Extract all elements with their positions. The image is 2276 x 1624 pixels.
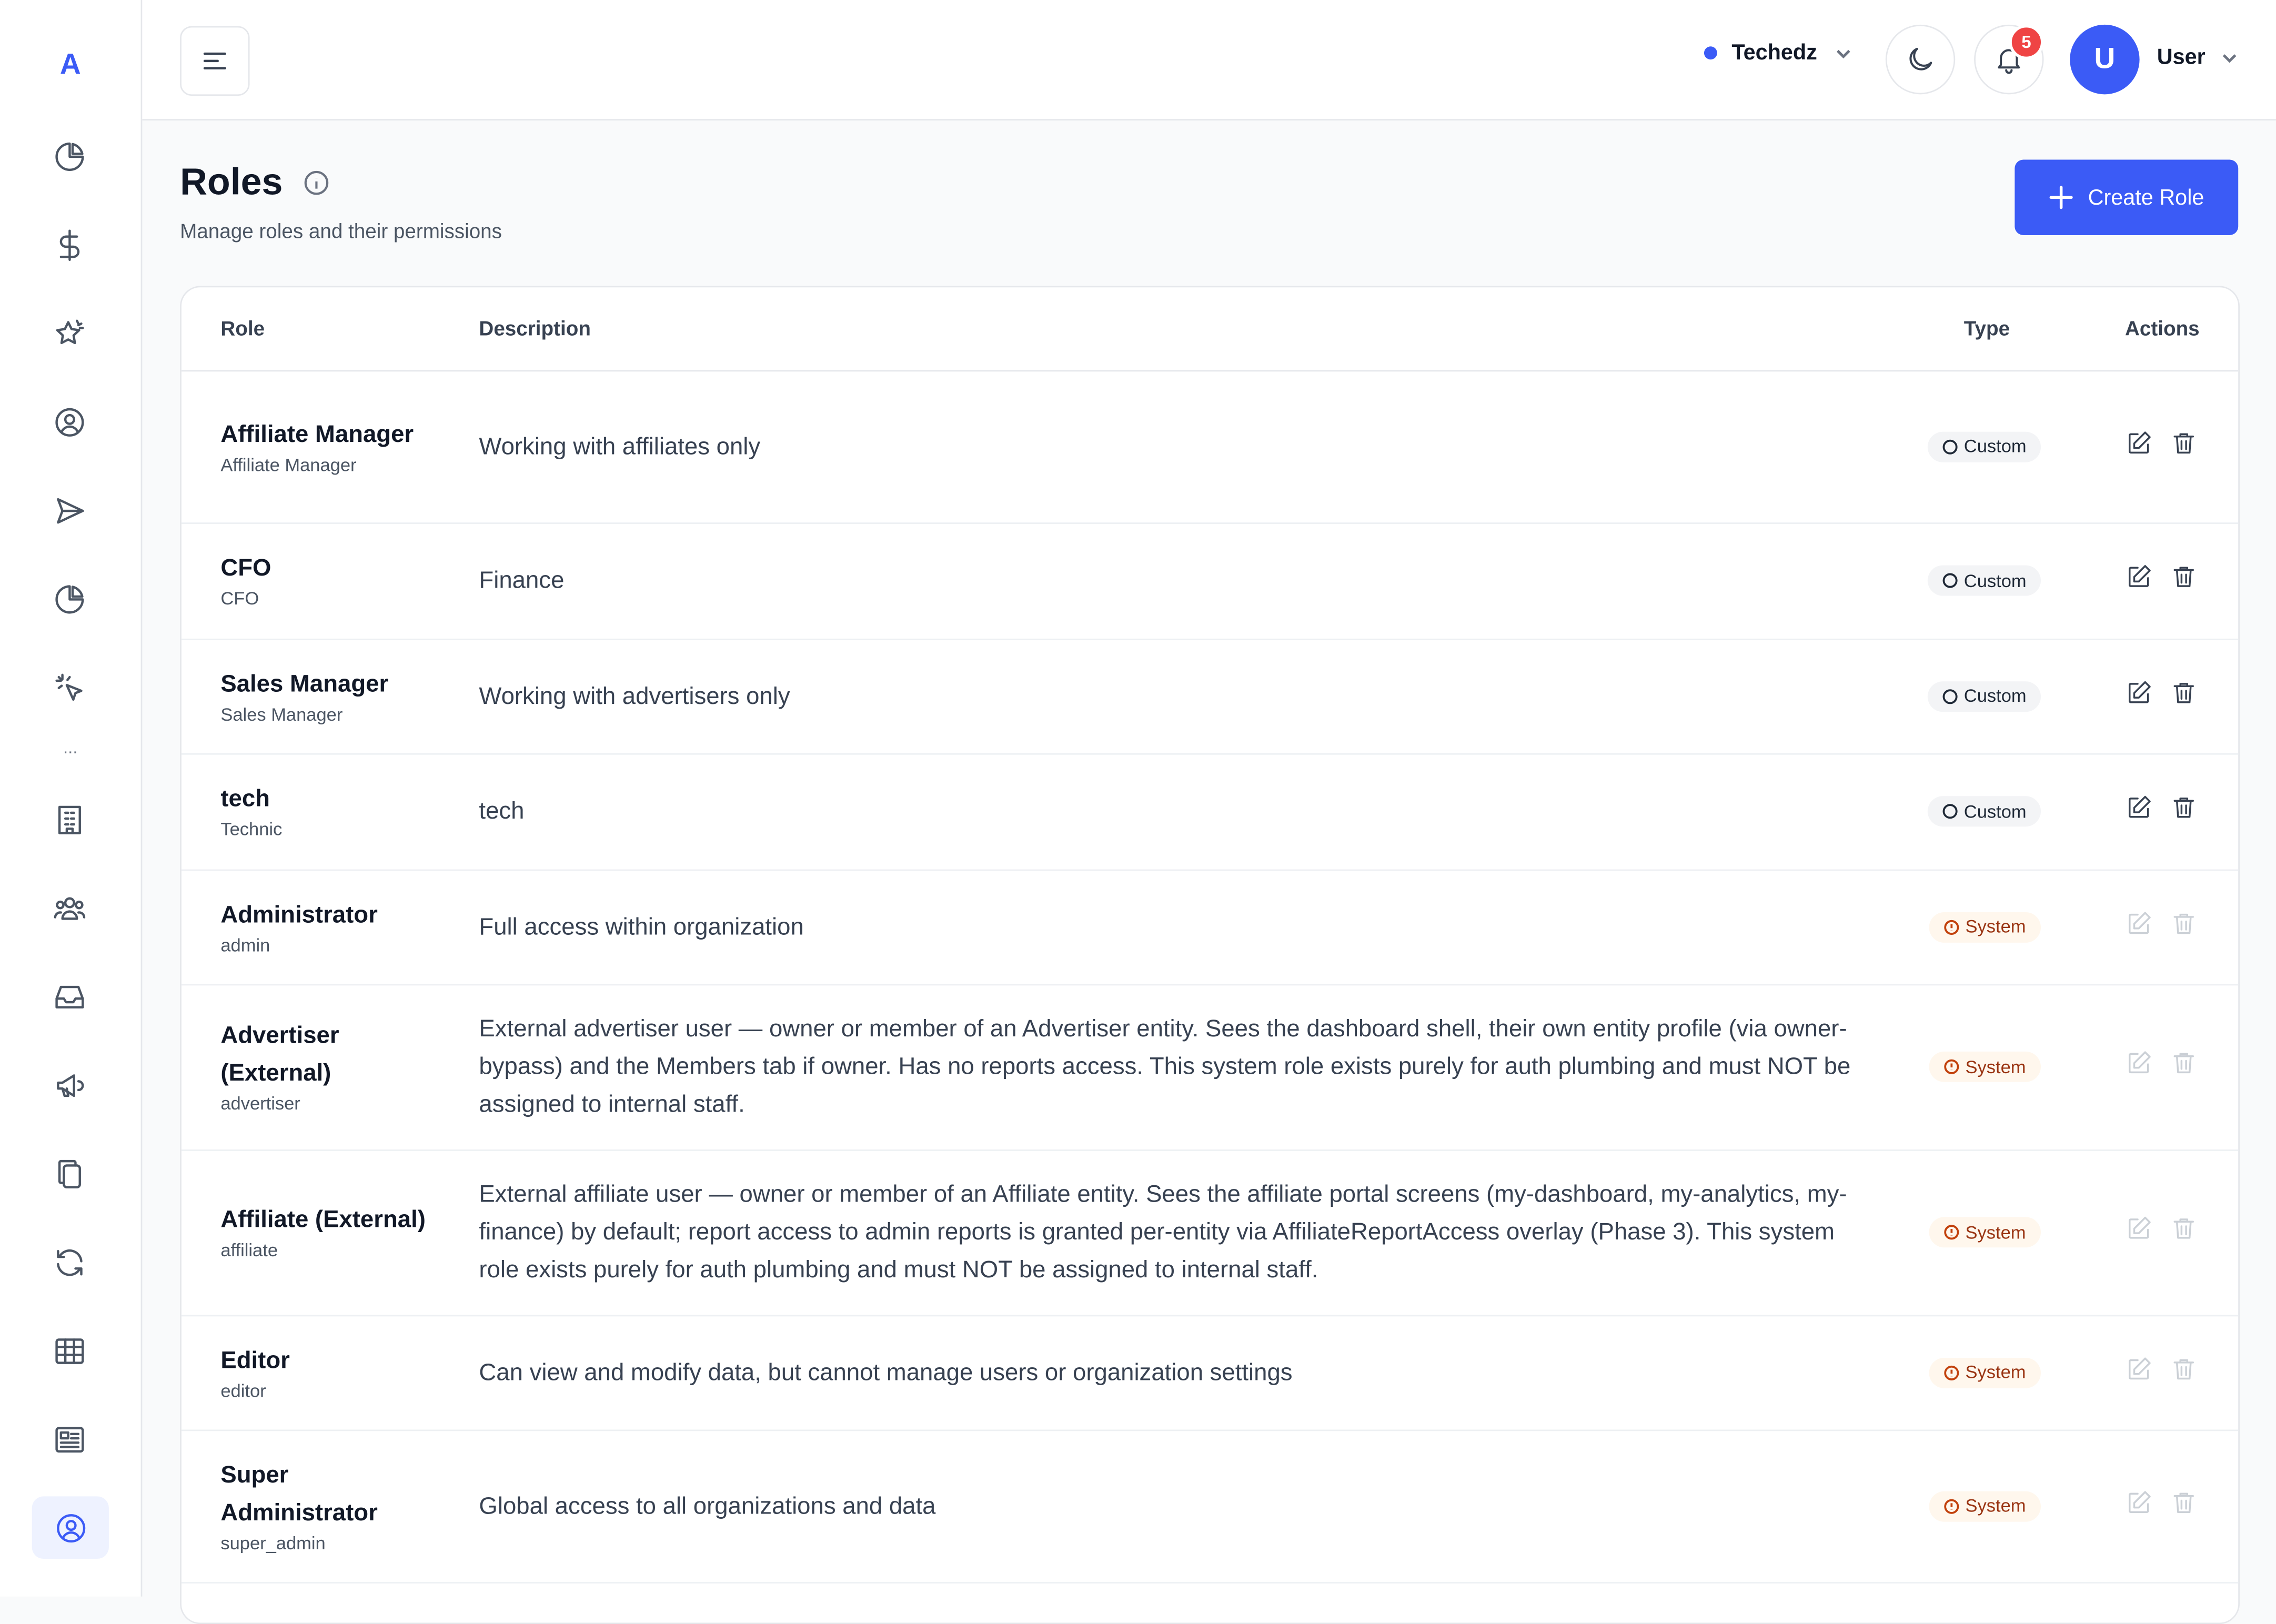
plus-icon	[2049, 184, 2075, 210]
role-slug: advertiser	[220, 1093, 300, 1114]
user-name: User	[2157, 45, 2205, 70]
organization-status-dot	[1704, 46, 1717, 59]
sidebar-item-campaigns[interactable]	[41, 1056, 98, 1114]
user-menu[interactable]	[2157, 45, 2242, 70]
edit-icon	[2125, 1488, 2152, 1516]
copy-icon	[52, 1157, 87, 1192]
trash-icon	[2170, 794, 2198, 821]
trash-icon	[2170, 563, 2198, 590]
newspaper-icon	[52, 1423, 87, 1457]
role-name: Super Administrator	[220, 1461, 378, 1526]
delete-role-button[interactable]	[2170, 679, 2198, 713]
edit-icon	[2125, 679, 2152, 706]
edit-icon	[2125, 1050, 2152, 1077]
type-badge	[1929, 912, 2041, 942]
table-row	[182, 639, 2238, 755]
sidebar-item-organizations[interactable]	[41, 791, 98, 849]
refresh-icon	[52, 1245, 87, 1280]
sidebar-item-clicks[interactable]	[41, 659, 98, 717]
role-slug: CFO	[220, 588, 259, 609]
row-actions	[2125, 909, 2198, 944]
role-slug: Sales Manager	[220, 704, 343, 724]
role-description: External advertiser user — owner or member of an Advertiser entity. Sees the dashboard shell, their own entity profile (via owner-bypass) and the Members tab if owner. Has no reports access. This system role exists purely for auth plumbing and must NOT be assigned to internal staff.	[479, 1016, 1851, 1118]
sidebar-item-finance[interactable]	[41, 216, 98, 274]
role-cell	[220, 1456, 438, 1556]
user-circle-icon	[53, 1510, 88, 1545]
trash-icon	[2170, 1050, 2198, 1077]
sidebar-item-inbox[interactable]	[41, 968, 98, 1026]
inbox-icon	[52, 980, 87, 1014]
role-cell	[220, 415, 438, 478]
type-badge	[1929, 1490, 2041, 1521]
roles-table	[180, 286, 2240, 1624]
page-title-row	[180, 159, 329, 205]
menu-toggle-button[interactable]	[180, 26, 249, 96]
delete-role-button	[2170, 1215, 2198, 1249]
circle-icon	[1942, 803, 1958, 819]
organization-switcher[interactable]	[1704, 41, 1855, 65]
theme-toggle-button[interactable]	[1886, 25, 1955, 94]
alert-circle-icon	[1943, 1498, 1959, 1514]
sidebar-separator: ...	[63, 737, 78, 758]
pie-chart-icon	[52, 139, 87, 174]
pie-chart-icon	[52, 582, 87, 617]
type-badge	[1929, 1357, 2041, 1388]
column-header-description: Description	[479, 316, 591, 340]
cursor-click-icon	[52, 671, 87, 705]
table-header	[182, 287, 2238, 371]
type-label: Custom	[1963, 801, 2027, 822]
sidebar-item-profile[interactable]	[41, 394, 98, 451]
edit-icon	[2125, 563, 2152, 590]
role-description: Can view and modify data, but cannot manage users or organization settings	[479, 1359, 1293, 1386]
alert-circle-icon	[1943, 919, 1959, 934]
role-name: tech	[220, 785, 270, 812]
edit-icon	[2125, 1215, 2152, 1242]
trash-icon	[2170, 429, 2198, 456]
trash-icon	[2170, 1355, 2198, 1382]
row-actions	[2125, 1050, 2198, 1084]
column-header-type: Type	[1963, 316, 2010, 340]
edit-icon	[2125, 429, 2152, 456]
edit-role-button[interactable]	[2125, 679, 2152, 713]
type-label: Custom	[1963, 685, 2027, 707]
table-row	[182, 1430, 2238, 1583]
trash-icon	[2170, 1488, 2198, 1516]
sidebar-item-sync[interactable]	[41, 1234, 98, 1292]
table-row	[182, 753, 2238, 871]
role-description: Working with advertisers only	[479, 683, 790, 709]
edit-role-button[interactable]	[2125, 794, 2152, 829]
role-cell	[220, 1201, 438, 1264]
type-badge	[1929, 1217, 2041, 1247]
delete-role-button	[2170, 1488, 2198, 1523]
role-name: Advertiser (External)	[220, 1022, 339, 1087]
role-description: External affiliate user — owner or member of an Affiliate entity. Sees the affiliate portal screens (my-dashboard, my-analytics, my-finance) by default; report access to admin reports is granted per-entity via AffiliateReportAccess overlay (Phase 3). This system role exists purely for auth plumbing and must NOT be assigned to internal staff.	[479, 1181, 1847, 1283]
sidebar-item-dashboard[interactable]	[41, 128, 98, 186]
role-name: Sales Manager	[220, 670, 389, 697]
role-description: tech	[479, 798, 525, 825]
edit-role-button[interactable]	[2125, 563, 2152, 598]
role-slug: super_admin	[220, 1532, 326, 1554]
role-slug: Technic	[220, 819, 283, 840]
megaphone-icon	[52, 1068, 87, 1103]
trash-icon	[2170, 679, 2198, 706]
role-name: CFO	[220, 555, 271, 581]
type-label: System	[1965, 916, 2026, 937]
edit-role-button[interactable]	[2125, 429, 2152, 463]
create-role-label: Create Role	[2088, 185, 2204, 210]
notification-count-badge: 5	[2009, 25, 2043, 59]
circle-icon	[1942, 438, 1958, 454]
dollar-icon	[52, 228, 87, 263]
column-header-actions: Actions	[2125, 316, 2200, 340]
row-actions	[2125, 429, 2198, 463]
star-icon	[52, 316, 87, 351]
delete-role-button[interactable]	[2170, 429, 2198, 463]
type-badge	[1929, 1052, 2041, 1082]
edit-role-button	[2125, 1050, 2152, 1084]
alert-circle-icon	[1943, 1224, 1959, 1240]
edit-icon	[2125, 1355, 2152, 1382]
moon-icon	[1905, 44, 1937, 76]
type-badge	[1928, 796, 2041, 826]
info-icon[interactable]	[303, 169, 329, 195]
delete-role-button	[2170, 909, 2198, 944]
type-label: System	[1965, 1362, 2026, 1383]
table-row	[182, 1149, 2238, 1316]
app-logo[interactable]: A	[59, 49, 81, 82]
chevron-down-icon	[1831, 42, 1855, 65]
alert-circle-icon	[1943, 1364, 1959, 1380]
edit-role-button	[2125, 1215, 2152, 1249]
role-slug: admin	[220, 934, 270, 955]
trash-icon	[2170, 909, 2198, 936]
type-badge	[1928, 431, 2041, 461]
role-name: Administrator	[220, 901, 378, 927]
sidebar-item-reports[interactable]	[41, 570, 98, 628]
user-circle-icon	[52, 405, 87, 440]
role-cell	[220, 1017, 438, 1117]
table-row	[182, 870, 2238, 986]
type-label: System	[1965, 1222, 2026, 1243]
row-actions	[2125, 1215, 2198, 1249]
circle-icon	[1942, 572, 1958, 588]
building-icon	[52, 803, 87, 838]
role-name: Editor	[220, 1347, 290, 1373]
type-label: System	[1965, 1496, 2026, 1516]
edit-role-button	[2125, 1355, 2152, 1389]
type-badge	[1928, 566, 2041, 596]
sidebar-item-documents[interactable]	[41, 1145, 98, 1203]
notifications-button[interactable]	[1974, 25, 2043, 94]
role-cell	[220, 549, 438, 612]
sidebar	[0, 0, 142, 1597]
role-name: Affiliate Manager	[220, 421, 414, 447]
type-label: Custom	[1963, 570, 2027, 591]
sidebar-item-tables[interactable]	[41, 1322, 98, 1380]
row-actions	[2125, 1488, 2198, 1523]
edit-role-button	[2125, 909, 2152, 944]
send-icon	[52, 493, 87, 528]
role-slug: affiliate	[220, 1240, 278, 1261]
sidebar-item-roles[interactable]	[32, 1496, 109, 1559]
chevron-down-icon	[2219, 46, 2242, 69]
create-role-button[interactable]	[2015, 159, 2238, 235]
top-header	[142, 0, 2276, 120]
edit-icon	[2125, 909, 2152, 936]
page-title: Roles	[180, 159, 283, 204]
role-slug: editor	[220, 1380, 266, 1401]
role-cell	[220, 895, 438, 958]
role-slug: Affiliate Manager	[220, 454, 357, 475]
sidebar-item-send[interactable]	[41, 482, 98, 540]
circle-icon	[1942, 688, 1958, 704]
delete-role-button[interactable]	[2170, 794, 2198, 829]
sidebar-item-news[interactable]	[41, 1411, 98, 1469]
role-description: Finance	[479, 567, 565, 594]
role-description: Global access to all organizations and data	[479, 1492, 936, 1519]
edit-icon	[2125, 794, 2152, 821]
role-cell	[220, 665, 438, 728]
row-actions	[2125, 794, 2198, 829]
row-actions	[2125, 563, 2198, 598]
column-header-role: Role	[220, 316, 265, 340]
alert-circle-icon	[1943, 1059, 1959, 1075]
trash-icon	[2170, 1215, 2198, 1242]
type-badge	[1928, 681, 2041, 711]
row-actions	[2125, 1355, 2198, 1389]
table-row	[182, 984, 2238, 1151]
edit-role-button	[2125, 1488, 2152, 1523]
role-name: Affiliate (External)	[220, 1207, 426, 1233]
users-icon	[52, 891, 87, 926]
type-label: System	[1965, 1056, 2026, 1077]
sidebar-item-users[interactable]	[41, 880, 98, 937]
row-actions	[2125, 679, 2198, 713]
table-row	[182, 1315, 2238, 1431]
table-icon	[52, 1334, 87, 1368]
page-subtitle: Manage roles and their permissions	[180, 219, 502, 243]
type-label: Custom	[1963, 436, 2027, 457]
menu-icon	[200, 46, 229, 75]
delete-role-button	[2170, 1050, 2198, 1084]
delete-role-button	[2170, 1355, 2198, 1389]
role-cell	[220, 780, 438, 843]
sidebar-item-favorites[interactable]	[41, 305, 98, 362]
avatar[interactable]: U	[2070, 25, 2139, 94]
table-row	[182, 370, 2238, 524]
organization-name: Techedz	[1731, 41, 1817, 66]
role-description: Working with affiliates only	[479, 433, 761, 460]
role-description: Full access within organization	[479, 913, 804, 940]
role-cell	[220, 1341, 438, 1404]
table-row	[182, 522, 2238, 640]
delete-role-button[interactable]	[2170, 563, 2198, 598]
